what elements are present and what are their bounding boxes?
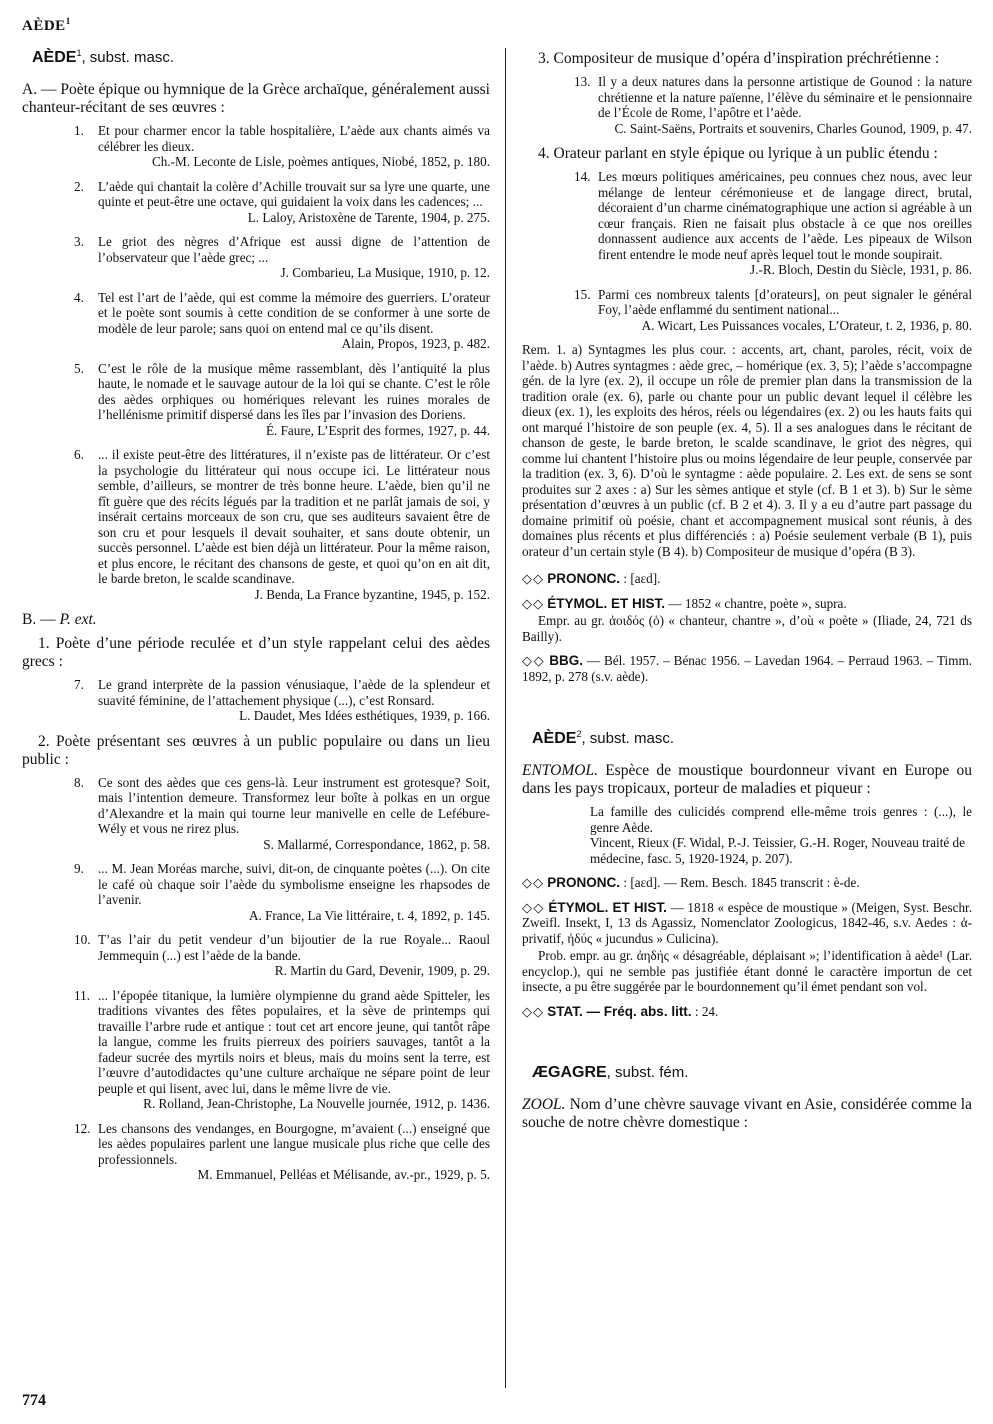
etymology-detail: Prob. empr. au gr. ἀηδής « désagréable, déplaisant »; l’identification à aède¹ (Lar. encyclop.), qui ne semble pas justifiée étant donné le caractère importun de cet insecte, a pu être suggérée par le bourdonnement qu’il émet pendant son vol. xyxy=(522,948,972,994)
example-source: R. Martin du Gard, Devenir, 1909, p. 29. xyxy=(274,963,490,978)
diamond-icon: ◇◇ xyxy=(522,595,544,611)
diamond-icon: ◇◇ xyxy=(522,653,546,668)
headword: AÈDE xyxy=(32,49,77,66)
example-source: J. Benda, La France byzantine, 1945, p. 152. xyxy=(254,586,490,602)
example xyxy=(74,1121,490,1183)
example-text: C’est le rôle de la musique même rassemblant, dès l’antiquité la plus haute, le nomade et le sauvage autour de la loi qui se chante. C’est le rôle des aèdes orphiques ou homériques relevant les ruines morales de l’hellénisme primitif dispersé dans les îles par l’invasion des Doriens. xyxy=(98,360,490,422)
right-column xyxy=(522,50,972,1138)
example-text: Tel est l’art de l’aède, qui est comme la mémoire des guerriers. L’orateur et le poète sont soumis à cette condition de se conformer à une sorte de modèle de leur parole; sans quoi on entend mal ce qu’ils disent. xyxy=(98,289,490,336)
example-source: J. Combarieu, La Musique, 1910, p. 12. xyxy=(280,265,490,280)
etymology: ◇◇ ÉTYMOL. ET HIST. — 1852 « chantre, poète », supra. xyxy=(522,595,847,611)
example xyxy=(574,169,972,278)
example-text: ... M. Jean Moréas marche, suivi, dit-on, de cinquante poètes (...). On cite le café où chaque soir l’aède du symbolisme enseigne les rhapsodes de l’avenir. xyxy=(98,861,490,907)
entomol-definition: ENTOMOL. Espèce de moustique bourdonneur vivant en Europe ou dans les pays tropicaux, porteur de maladies et piqueur : xyxy=(522,762,972,797)
example-number: 1. xyxy=(74,123,84,138)
example-number: 12. xyxy=(74,1120,91,1136)
diamond-icon: ◇◇ xyxy=(522,571,544,586)
headword: ÆGAGRE xyxy=(532,1064,607,1081)
example: La famille des culicidés comprend elle-même trois genres : (...), le genre Aède. Vincent, Rieux (F. Widal, P.-J. Teissier, G.-H. Roger, Nouveau traité de médecine, fasc. 5, 1920-1924, p. 207). xyxy=(590,804,972,866)
examples-a xyxy=(22,123,490,602)
example xyxy=(74,447,490,602)
example-number: 15. xyxy=(574,286,591,302)
example-number: 2. xyxy=(74,178,84,194)
example-source: C. Saint-Saëns, Portraits et souvenirs, Charles Gounod, 1909, p. 47. xyxy=(614,120,972,136)
example-text: ... il existe peut-être des littératures, il n’existe pas de littérateur. Or c’est la psychologie du littérateur qui nous occupe ici. Le littérateur nous semble, d’ailleurs, se montrer de très bonne heure. L’aède, bien qu’il ne fît guère que des récits légués par la tradition et ne parlât jamais de soi, y insérait certains morceaux de son cru, que ses auditeurs savaient être de son cru et pour lesquels il devait souhaiter, et sans doute obtenir, un succès personnel. L’aède est bien déjà un littérateur. Pour la même raison, et plus encore, le récitant des chansons de geste, et quoi qu’on en ait dit, le barde breton, le scalde scandinave. xyxy=(98,447,490,586)
example-text: ... l’épopée titanique, la lumière olympienne du grand aède Spitteler, les traditions vivantes des fêtes populaires, et la sève de printemps qui travaille l’arbre rude et antique : tout cet art encore jeune, qui tantôt râpe la langue, comme les fruits pierreux des poiriers sauvages, tantôt a la fadeur sucrée des myrtils noirs et bleus, mais du moins sent la terre, est l’œuvre d’autodidactes qu’une culture archaïque ne sépare point de leur peuple et qui lisent, avec lui, dans le même livre de vie. xyxy=(98,987,490,1096)
entry-header-aede-1: AÈDE$^1$, subst. masc. xyxy=(32,48,174,66)
sense-a: A. — Poète épique ou hymnique de la Grèce archaïque, généralement aussi chanteur-récitant de ses œuvres : xyxy=(22,81,490,116)
example-number: 11. xyxy=(74,987,90,1003)
statistics: ◇◇ STAT. — Fréq. abs. litt. : 24. xyxy=(522,1003,719,1019)
examples-b2 xyxy=(22,775,490,1183)
diamond-icon: ◇◇ xyxy=(522,875,544,890)
pronunciation: ◇◇ PRONONC. : [aεd]. xyxy=(522,571,661,586)
remark: Rem. 1. a) Syntagmes les plus cour. : accents, art, chant, paroles, récit, voix de l’aède. b) Autres syntagmes : aède grec, – homérique (ex. 3, 5); l’aède s’accompagne gén. de la lyre (ex. 2), il occupe un rôle de premier plan dans la transmission de la tradition orale (ex. 6), parle ou chante pour un public devant lequel il célèbre les dieux (ex. 1), les exploits des héros, réels ou légendaires (ex. 2) ou les hauts faits qui ont marqué l’histoire de son peuple (ex. 4, 5). Il a ses analogues dans le récitant de chanson de geste, le barde breton, le scalde scandinave, le griot des nègres, qui comme lui chantent l’histoire plus ou moins légendaire de leur peuple, conservée par la tradition (ex. 3, 6). D’où le syntagme : aède populaire. 2. Les ext. de sens se sont produites sur 2 axes : a) Sur les sèmes antique et style (cf. B 1 et 3). b) Sur le sème présentation d’œuvres à un public (cf. B 2 et 4). 3. Il y a eu d’autre part passage du domaine primitif où poésie, chant et accompagnement musical sont réunis, à des domaines plus récents et plus différenciés : a) Poésie seulement verbale (B 1), puis orateur d’un certain style (B 4). b) Compositeur de musique d’opéra (B 3). xyxy=(522,342,972,559)
example-source: R. Rolland, Jean-Christophe, La Nouvelle journée, 1912, p. 1436. xyxy=(143,1096,490,1111)
example xyxy=(74,775,490,853)
example-text: Parmi ces nombreux talents [d’orateurs], on peut signaler le général Foy, l’aède enflammé du sentiment national... xyxy=(598,286,972,317)
example-text: Le griot des nègres d’Afrique est aussi digne de l’attention de l’observateur que l’aède grec; ... xyxy=(98,234,490,265)
running-head: AÈDE$^1$ xyxy=(22,16,71,34)
example xyxy=(74,361,490,439)
left-column xyxy=(22,48,490,1192)
example-number: 5. xyxy=(74,360,84,376)
example xyxy=(574,287,972,334)
entry-header-aegagre: ÆGAGRE, subst. fém. xyxy=(532,1064,689,1081)
example xyxy=(74,932,490,979)
example-number: 13. xyxy=(574,74,591,89)
example xyxy=(74,988,490,1112)
column-divider xyxy=(505,48,506,1388)
examples-b4 xyxy=(522,169,972,333)
example-source: L. Laloy, Aristoxène de Tarente, 1904, p. 275. xyxy=(247,209,490,225)
page-number: 774 xyxy=(22,1392,46,1409)
example-source: É. Faure, L’Esprit des formes, 1927, p. 44. xyxy=(265,422,490,438)
example xyxy=(74,290,490,352)
diamond-icon: ◇◇ xyxy=(522,1003,544,1019)
etymology-detail: Empr. au gr. ἀοιδός (ὁ) « chanteur, chantre », d’où « poète » (Iliade, 24, 721 ds Bailly). xyxy=(522,613,972,644)
example-number: 3. xyxy=(74,234,84,249)
example-source: J.-R. Bloch, Destin du Siècle, 1931, p. 86. xyxy=(750,262,972,277)
example-number: 8. xyxy=(74,774,84,790)
example-number: 14. xyxy=(574,169,591,184)
example-number: 4. xyxy=(74,289,84,305)
example-source: A. France, La Vie littéraire, t. 4, 1892, p. 145. xyxy=(248,907,490,923)
example-text: Les mœurs politiques américaines, peu connues chez nous, avec leur mélange de lenteur cérémonieuse et de langage direct, brutal, décoraient d’un charme cinématographique une action si agréable à un cœur français. Rien ne faisait plus obstacle à ce que nos oreilles donnassent audience aux accents de l’aède. Les pipeaux de Wilson firent entendre le mode neuf après lequel tout le monde soupirait. xyxy=(598,169,972,262)
example xyxy=(74,677,490,724)
headword: AÈDE xyxy=(532,730,577,747)
example-number: 10. xyxy=(74,932,91,947)
example-text: T’as l’air du petit vendeur d’un bijoutier de la rue Royale... Raoul Jemmequin (...) est l’aède de la bande. xyxy=(98,932,490,963)
example-number: 6. xyxy=(74,447,84,462)
pronunciation: ◇◇ PRONONC. : [aεd]. — Rem. Besch. 1845 transcrit : è-de. xyxy=(522,875,860,890)
zool-definition: ZOOL. Nom d’une chèvre sauvage vivant en Asie, considérée comme la souche de notre chèvre domestique : xyxy=(522,1096,972,1131)
example-text: Les chansons des vendanges, en Bourgogne, m’avaient (...) enseigné que les aèdes populaires parlent une langue musicale plus riche que celle des professionnels. xyxy=(98,1120,490,1167)
example xyxy=(74,179,490,226)
example-source: L. Daudet, Mes Idées esthétiques, 1939, p. 166. xyxy=(239,708,490,723)
example-text: L’aède qui chantait la colère d’Achille trouvait sur sa lyre une quarte, une quinte et peut-être une octave, qui guidaient la voix dans les cadences; ... xyxy=(98,178,490,209)
entry-header-aede-2: AÈDE$^2$, subst. masc. xyxy=(532,729,674,747)
example-number: 9. xyxy=(74,861,84,876)
sense-b2: 2. Poète présentant ses œuvres à un public populaire ou dans un lieu public : xyxy=(22,732,490,768)
example xyxy=(74,234,490,281)
sense-b: B. — P. ext. xyxy=(22,611,97,628)
example-text: Le grand interprète de la passion vénusiaque, l’aède de la splendeur et suavité féminine, de l’attachement physique (...), c’est Ronsard. xyxy=(98,677,490,708)
example xyxy=(74,861,490,923)
examples-b1 xyxy=(22,677,490,724)
example xyxy=(74,123,490,170)
sense-b3: 3. Compositeur de musique d’opéra d’inspiration préchrétienne : xyxy=(538,50,940,67)
example-text: Et pour charmer encor la table hospitalière, L’aède aux chants aimés va célébrer les dieux. xyxy=(98,123,490,154)
example-source: M. Emmanuel, Pelléas et Mélisande, av.-pr., 1929, p. 5. xyxy=(197,1167,490,1182)
etymology: ◇◇ ÉTYMOL. ET HIST. — 1818 « espèce de moustique » (Meigen, Syst. Beschr. Zweifl. Insekt, I, 13 ds Agassiz, Nomenclator Zoologicus, 1842-46, s.v. Aedes : ἀ- privatif, ἠδύς « jucundus » Culicina). xyxy=(522,899,973,946)
example-text: Il y a deux natures dans la personne artistique de Gounod : la nature chrétienne et la nature païenne, l’élève du séminaire et le pensionnaire de l’École de Rome, l’apôtre et l’aède. xyxy=(598,74,972,120)
example xyxy=(574,74,972,136)
bibliography: ◇◇ BBG. — Bél. 1957. – Bénac 1956. – Lavedan 1964. – Perraud 1963. – Timm. 1892, p. 278 (s.v. aède). xyxy=(522,653,973,684)
sense-b1: 1. Poète d’une période reculée et d’un style rappelant celui des aèdes grecs : xyxy=(22,635,490,670)
example-source: A. Wicart, Les Puissances vocales, L’Orateur, t. 2, 1936, p. 80. xyxy=(641,317,972,333)
example-source: S. Mallarmé, Correspondance, 1862, p. 58. xyxy=(263,836,490,852)
example-text: Ce sont des aèdes que ces gens-là. Leur instrument est grotesque? Soit, mais l’intention demeure. Transformez leur boîte à polkas en un orgue d’Alexandre et la main qui tourne leur manivelle en celle de Lefébure-Wély et vous ne rirez plus. xyxy=(98,774,490,836)
examples-b3 xyxy=(522,74,972,136)
example-source: Ch.-M. Leconte de Lisle, poèmes antiques, Niobé, 1852, p. 180. xyxy=(151,154,490,169)
example-source: Alain, Propos, 1923, p. 482. xyxy=(341,336,490,351)
sense-b4: 4. Orateur parlant en style épique ou lyrique à un public étendu : xyxy=(538,145,938,162)
diamond-icon: ◇◇ xyxy=(522,899,545,915)
example-number: 7. xyxy=(74,677,84,692)
